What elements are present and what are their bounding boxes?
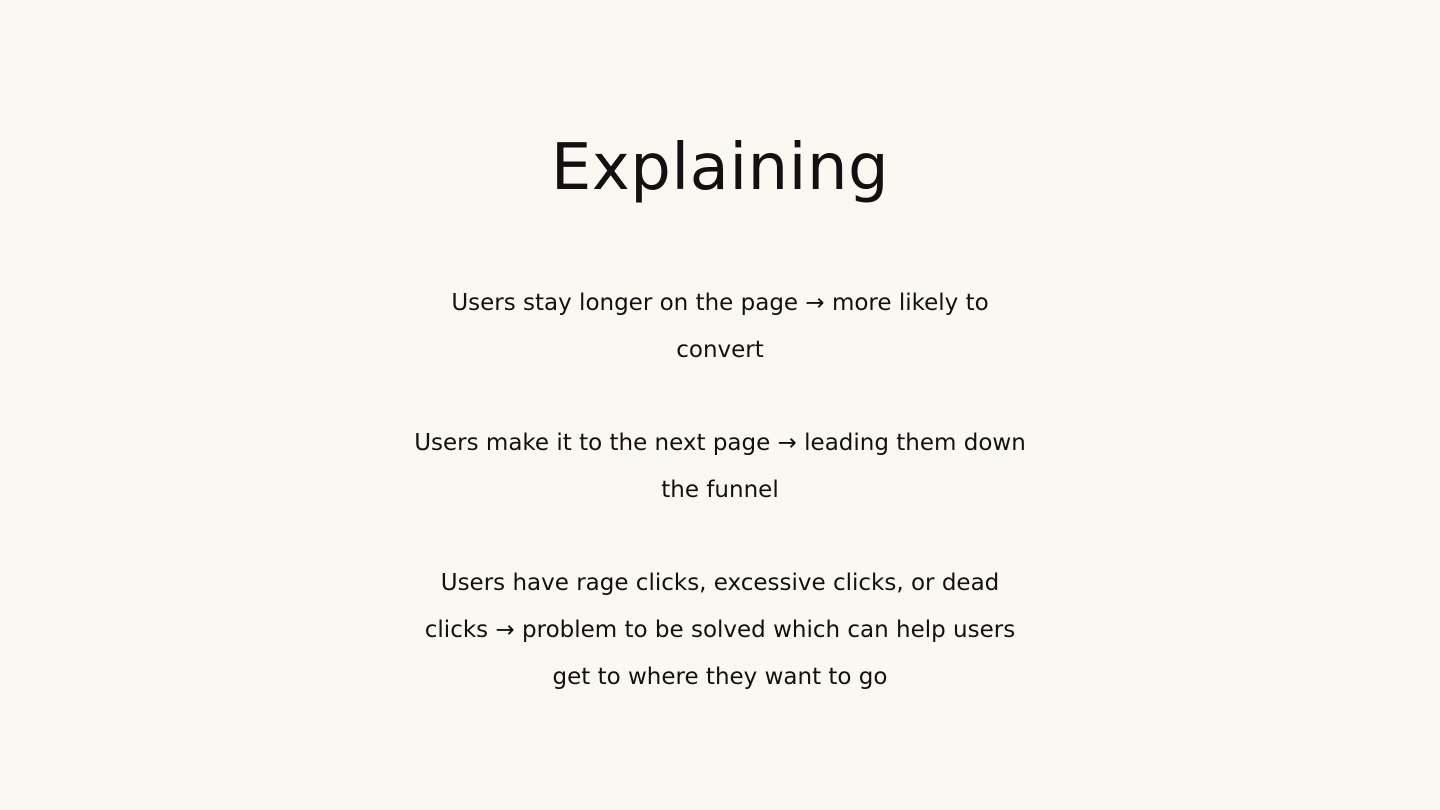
point-1: Users stay longer on the page → more likely to convert <box>451 290 989 363</box>
point-2: Users make it to the next page → leading them down the funnel <box>414 430 1026 503</box>
point-3: Users have rage clicks, excessive clicks, or dead clicks → problem to be solved which can help users get to where they want to go <box>424 570 1016 690</box>
slide-body <box>410 280 1030 701</box>
slide-title: Explaining <box>550 131 890 205</box>
